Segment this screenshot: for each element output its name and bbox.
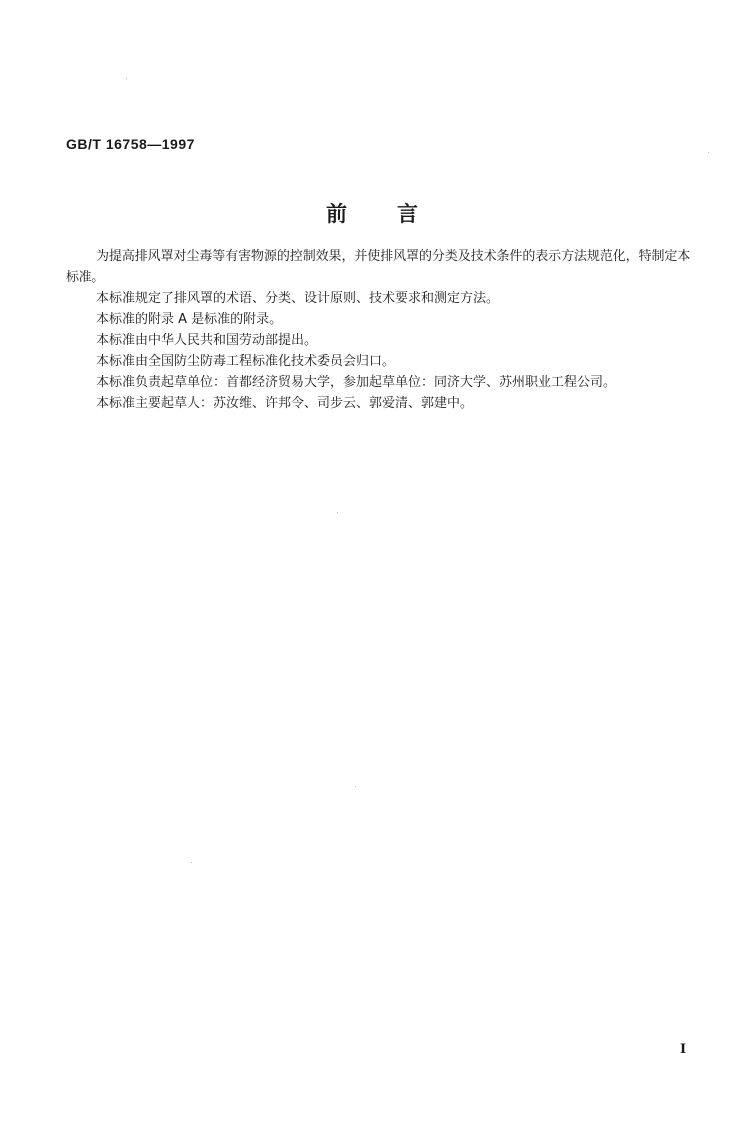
scan-speck: [355, 786, 356, 787]
page-number: I: [680, 1042, 687, 1057]
scan-speck: [708, 152, 709, 153]
paragraph-administrator: 本标准由全国防尘防毒工程标准化技术委员会归口。: [96, 354, 396, 369]
paragraph-drafters: 本标准主要起草人：苏汝维、许邦令、司步云、郭爱清、郭建中。: [96, 396, 474, 411]
paragraph-appendix: 本标准的附录 A 是标准的附录。: [96, 312, 283, 327]
paragraph-proposer: 本标准由中华人民共和国劳动部提出。: [96, 333, 318, 348]
foreword-body: [66, 246, 690, 414]
scan-speck: [191, 862, 192, 863]
paragraph-purpose: 为提高排风罩对尘毒等有害物源的控制效果，并使排风罩的分类及技术条件的表示方法规范化，特制定本标准。: [66, 249, 690, 285]
scan-speck: [337, 512, 338, 513]
paragraph-scope: 本标准规定了排风罩的术语、分类、设计原则、技术要求和测定方法。: [96, 291, 500, 306]
standard-number: GB/T 16758—1997: [66, 136, 195, 152]
scan-speck: [126, 78, 127, 79]
paragraph-drafting-units: 本标准负责起草单位：首都经济贸易大学，参加起草单位：同济大学、苏州职业工程公司。: [96, 375, 617, 390]
page-title: 前言: [326, 202, 468, 226]
